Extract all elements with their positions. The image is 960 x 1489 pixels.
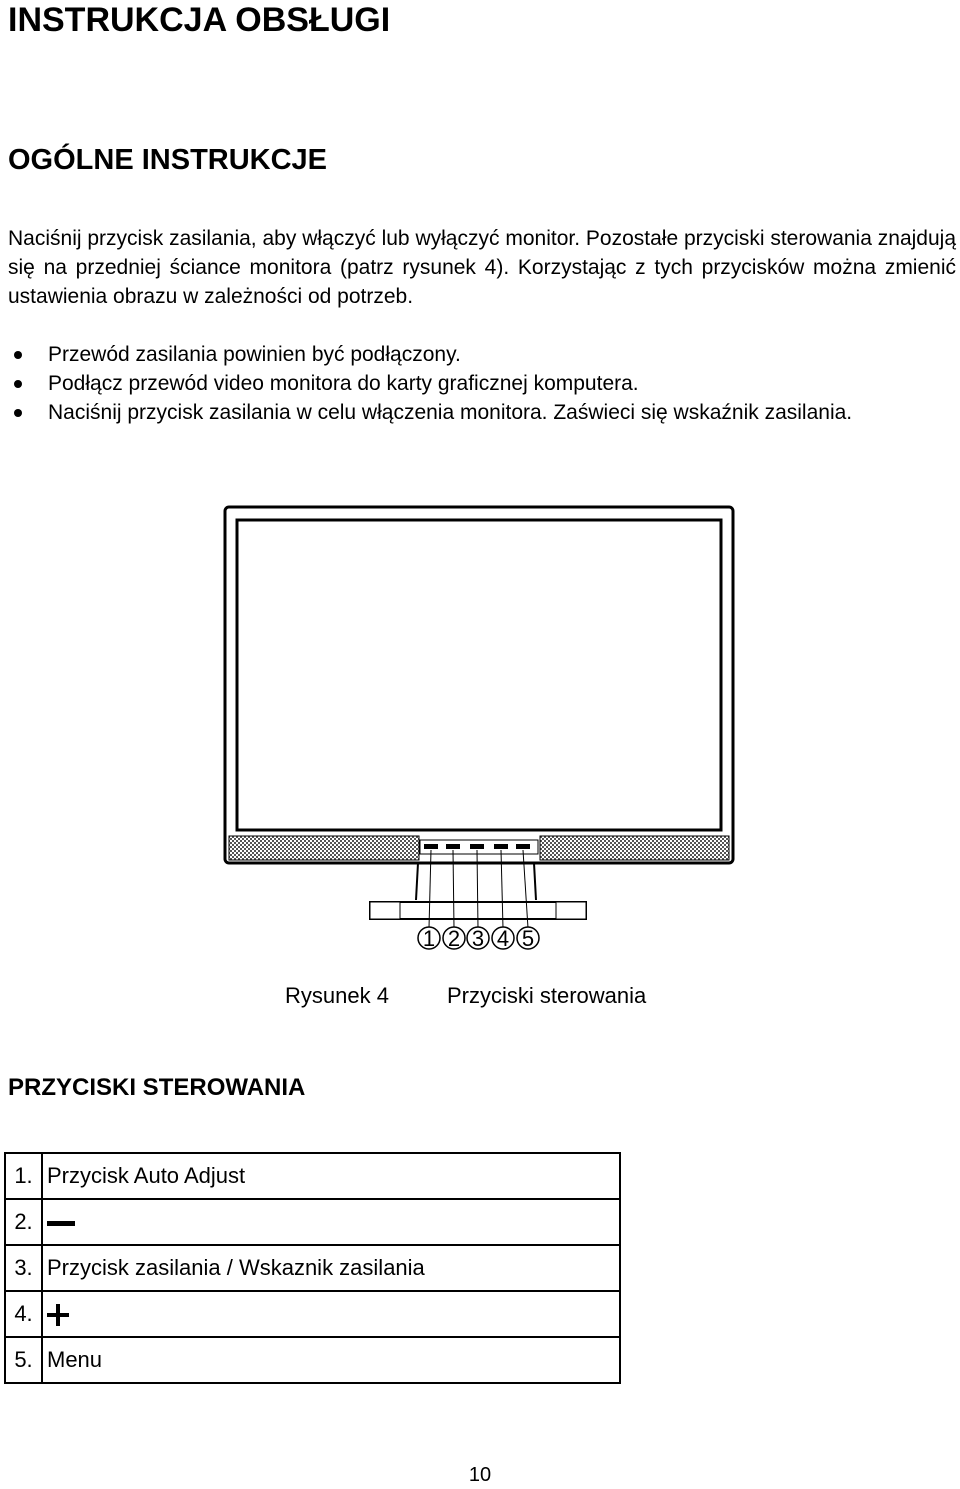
bullet-icon (14, 409, 22, 417)
stand-base-left-foot (370, 902, 400, 919)
monitor-screen (237, 520, 721, 830)
monitor-figure (220, 500, 740, 960)
callout-label-5: 5 (521, 926, 535, 951)
instruction-text: Przewód zasilania powinien być podłączony. (48, 343, 461, 366)
instruction-text: Podłącz przewód video monitora do karty graficznej komputera. (48, 372, 639, 395)
instruction-item (8, 340, 956, 369)
callout-label-3: 3 (471, 926, 485, 951)
row-number: 5. (5, 1337, 42, 1383)
row-description: Przycisk zasilania / Wskaznik zasilania (42, 1245, 620, 1291)
page-number: 10 (468, 1464, 492, 1486)
row-description: Przycisk Auto Adjust (42, 1153, 620, 1199)
plus-icon (47, 1304, 69, 1326)
intro-paragraph: Naciśnij przycisk zasilania, aby włączyć lub wyłączyć monitor. Pozostałe przyciski sterowania znajdują się na przedniej ściance monitora (patrz rysunek 4). Korzystając z tych przycisków można zmienić ustawienia obrazu w zależności od potrzeb. (8, 227, 956, 308)
row-number: 3. (5, 1245, 42, 1291)
instruction-item (8, 369, 956, 398)
instruction-item (8, 398, 956, 427)
stand-base-right-foot (556, 902, 586, 919)
speaker-grille-left (229, 836, 419, 860)
controls-table (4, 1152, 621, 1384)
bullet-icon (14, 351, 22, 359)
table-row (5, 1337, 620, 1383)
table-row (5, 1199, 620, 1245)
document-title: INSTRUKCJA OBSŁUGI (8, 1, 391, 39)
front-button-2 (446, 844, 460, 849)
row-description (42, 1199, 620, 1245)
callout-label-1: 1 (422, 926, 436, 951)
row-number: 4. (5, 1291, 42, 1337)
front-button-1 (424, 844, 438, 849)
row-description: Menu (42, 1337, 620, 1383)
row-number: 2. (5, 1199, 42, 1245)
instruction-text: Naciśnij przycisk zasilania w celu włączenia monitora. Zaświeci się wskaźnik zasilania. (48, 401, 853, 424)
front-button-3 (470, 844, 484, 849)
front-button-5 (516, 844, 530, 849)
figure-caption-label: Rysunek 4 (285, 983, 389, 1008)
minus-icon (47, 1221, 75, 1226)
row-description (42, 1291, 620, 1337)
stand-neck (416, 863, 536, 900)
figure-caption-text: Przyciski sterowania (447, 983, 647, 1008)
table-row (5, 1153, 620, 1199)
bullet-icon (14, 380, 22, 388)
row-number: 1. (5, 1153, 42, 1199)
speaker-grille-right (540, 836, 729, 860)
section-heading-controls: PRZYCISKI STEROWANIA (8, 1074, 306, 1101)
section-heading-general: OGÓLNE INSTRUKCJE (8, 144, 328, 176)
table-row (5, 1245, 620, 1291)
callout-label-4: 4 (496, 926, 510, 951)
callout-label-2: 2 (447, 926, 461, 951)
front-button-4 (494, 844, 508, 849)
instruction-list (8, 340, 956, 427)
table-row (5, 1291, 620, 1337)
